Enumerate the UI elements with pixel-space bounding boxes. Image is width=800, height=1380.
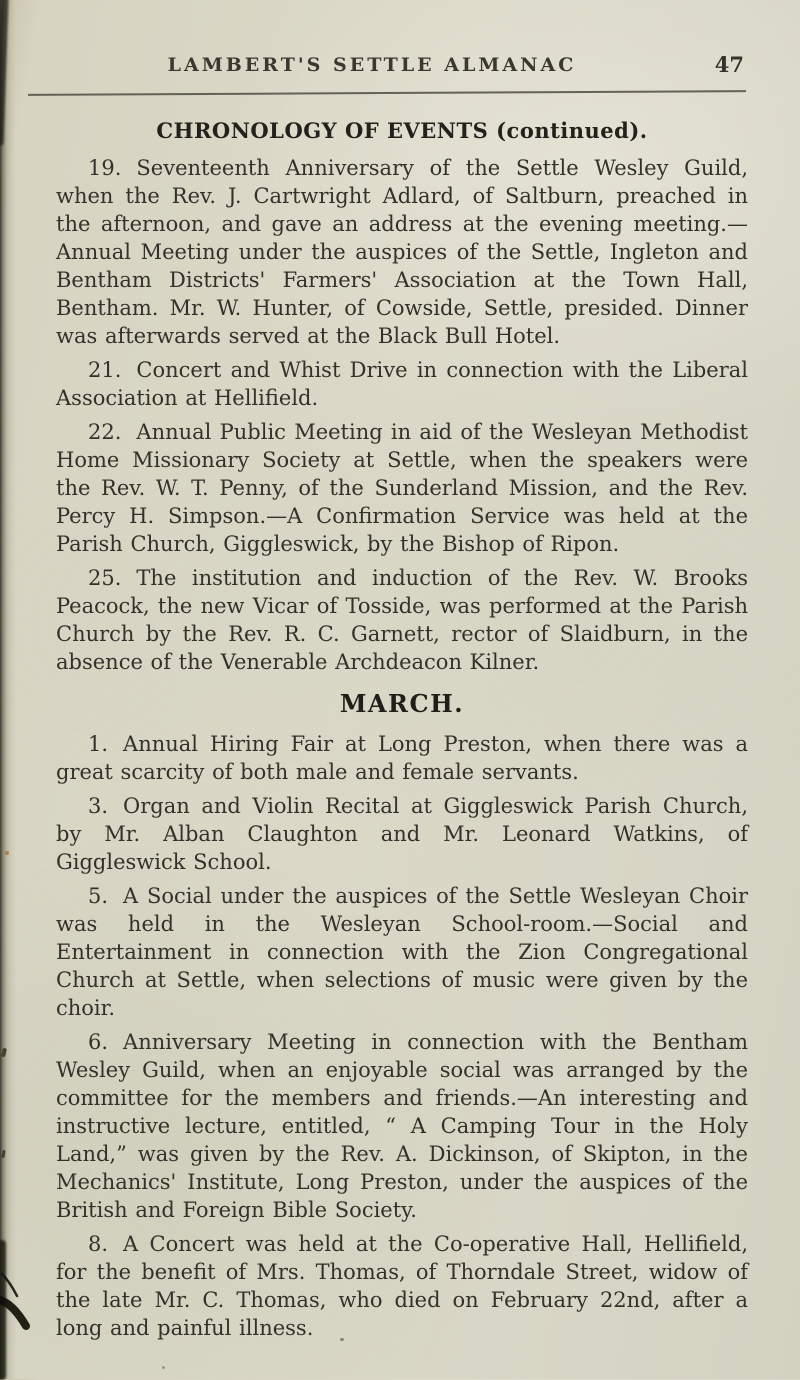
paper-speck	[340, 1338, 344, 1341]
entry-number: 6.	[88, 1030, 109, 1054]
page-body	[56, 116, 748, 1348]
entry-number: 19.	[88, 156, 122, 180]
entry-text: Seventeenth Anniversary of the Settle Wesley Guild, when the Rev. J. Cartwright Adlard, of Saltburn, preached in the afternoon, and gave an address at the evening meeting.—Annual Meeting under the auspices of the Settle, Ingleton and Bentham Districts' Farmers' Association at the Town Hall, Bentham. Mr. W. Hunter, of Cowside, Settle, presided. Dinner was afterwards served at the Black Bull Hotel.	[56, 156, 748, 348]
entry-text: Organ and Violin Recital at Giggleswick Parish Church, by Mr. Alban Claughton and Mr. Leonard Watkins, of Giggleswick School.	[56, 794, 748, 874]
page-edge-shadow	[0, 0, 16, 1379]
header-rule-divider	[28, 90, 746, 96]
entry-number: 25.	[88, 566, 122, 590]
entry-mar-3	[56, 792, 748, 876]
entry-text: Annual Public Meeting in aid of the Wesleyan Methodist Home Missionary Society at Settle, when the speakers were the Rev. W. T. Penny, of the Sunderland Mission, and the Rev. Percy H. Simpson.—A Confirmation Service was held at the Parish Church, Giggleswick, by the Bishop of Ripon.	[56, 420, 748, 556]
entry-feb-22	[56, 418, 748, 558]
section-heading: CHRONOLOGY OF EVENTS (continued).	[156, 118, 648, 143]
entry-number: 5.	[88, 884, 109, 908]
entry-mar-6	[56, 1028, 748, 1224]
entry-mar-5	[56, 882, 748, 1022]
entry-text: Anniversary Meeting in connection with the Bentham Wesley Guild, when an enjoyable social was arranged by the committee for the members and friends.—An interesting and instructive lecture, entitled, “ A Camping Tour in the Holy Land,” was given by the Rev. A. Dickinson, of Skipton, in the Mechanics' Institute, Long Preston, under the auspices of the British and Foreign Bible Society.	[56, 1030, 748, 1222]
entry-feb-25	[56, 564, 748, 676]
entry-text: The institution and induction of the Rev. W. Brooks Peacock, the new Vicar of Tosside, was performed at the Parish Church by the Rev. R. C. Garnett, rector of Slaidburn, in the absence of the Venerable Archdeacon Kilner.	[56, 566, 748, 674]
entry-text: A Social under the auspices of the Settle Wesleyan Choir was held in the Wesleyan School-room.—Social and Entertainment in connection with the Zion Congregational Church at Settle, when selections of music were given by the choir.	[56, 884, 748, 1020]
entry-feb-21	[56, 356, 748, 412]
page-number: 47	[714, 52, 744, 77]
entry-mar-8	[56, 1230, 748, 1342]
entry-number: 3.	[88, 794, 109, 818]
entry-text: A Concert was held at the Co-operative Hall, Hellifield, for the benefit of Mrs. Thomas, of Thorndale Street, widow of the late Mr. C. Thomas, who died on February 22nd, after a long and painful illness.	[56, 1232, 748, 1340]
pen-mark-swoosh	[0, 1262, 64, 1358]
entry-mar-1	[56, 730, 748, 786]
running-header-row	[56, 54, 748, 84]
entry-number: 21.	[88, 358, 122, 382]
entry-number: 1.	[88, 732, 109, 756]
entry-text: Concert and Whist Drive in connection with the Liberal Association at Hellifield.	[56, 358, 748, 410]
paper-speck	[162, 1366, 165, 1369]
running-header-title: LAMBERT'S SETTLE ALMANAC	[167, 54, 577, 76]
entry-text: Annual Hiring Fair at Long Preston, when there was a great scarcity of both male and female servants.	[56, 732, 748, 784]
entry-feb-19	[56, 154, 748, 350]
entry-number: 22.	[88, 420, 122, 444]
paper-speck	[5, 851, 9, 855]
entry-number: 8.	[88, 1232, 109, 1256]
month-heading-march: MARCH.	[339, 689, 465, 718]
